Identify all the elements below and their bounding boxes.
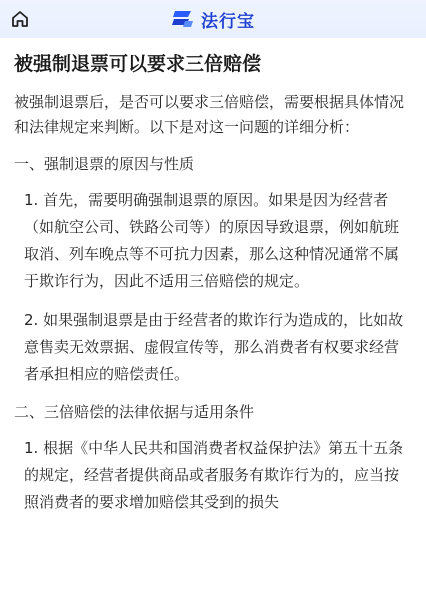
- list-item: 2. 如果强制退票是由于经营者的欺诈行为造成的，比如故意售卖无效票据、虚假宣传等，那么消费者有权要求经营者承担相应的赔偿责任。: [24, 311, 404, 383]
- brand-logo-icon: [171, 9, 195, 29]
- article: [0, 50, 426, 516]
- brand-name: 法行宝: [201, 11, 255, 32]
- top-bar: [0, 0, 426, 38]
- section-heading-1: 一、强制退票的原因与性质: [14, 155, 195, 173]
- brand: [171, 7, 255, 32]
- list-item: 1. 根据《中华人民共和国消费者权益保护法》第五十五条的规定，经营者提供商品或者服务有欺诈行为的，应当按照消费者的要求增加赔偿其受到的损失: [24, 439, 404, 511]
- article-title: 被强制退票可以要求三倍赔偿: [14, 53, 262, 75]
- section-heading-2: 二、三倍赔偿的法律依据与适用条件: [14, 403, 255, 421]
- list-item: 1. 首先，需要明确强制退票的原因。如果是因为经营者（如航空公司、铁路公司等）的原因导致退票，例如航班取消、列车晚点等不可抗力因素，那么这种情况通常不属于欺诈行为，因此不适用三倍赔偿的规定。: [24, 191, 400, 290]
- article-intro: 被强制退票后，是否可以要求三倍赔偿，需要根据具体情况和法律规定来判断。以下是对这一问题的详细分析：: [14, 93, 405, 136]
- home-icon[interactable]: [10, 9, 30, 29]
